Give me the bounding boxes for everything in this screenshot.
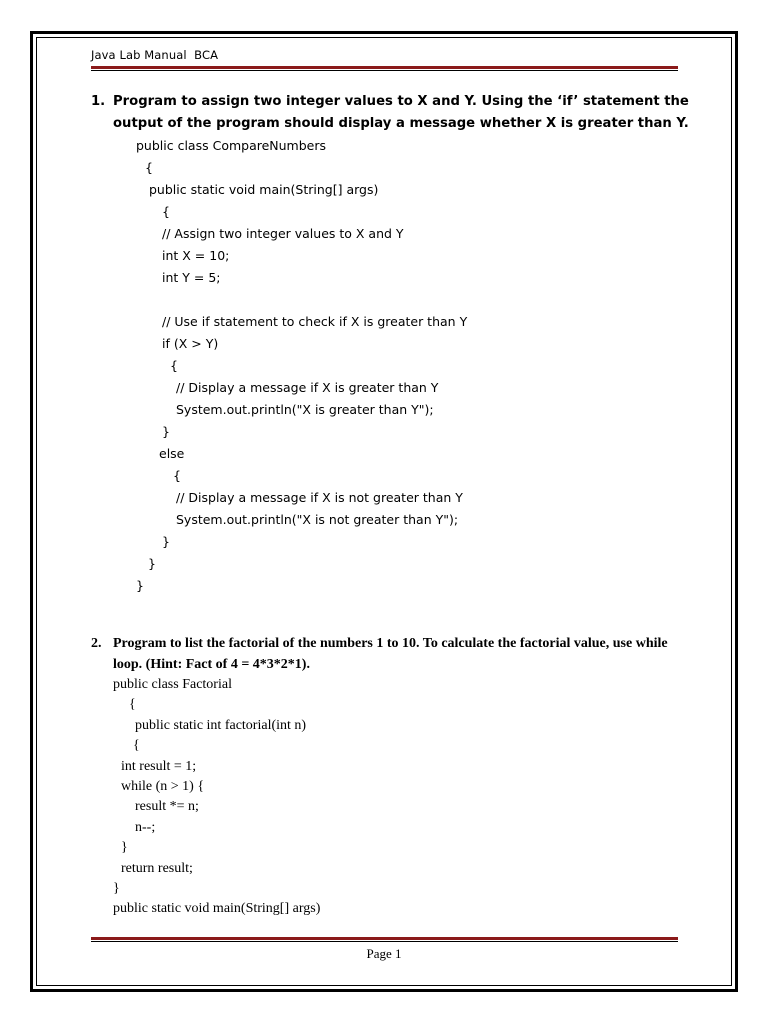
code-line: // Use if statement to check if X is greater than Y	[162, 314, 468, 329]
code-line: else	[159, 446, 185, 461]
code-line: public static void main(String[] args)	[113, 901, 321, 917]
code-line: return result;	[121, 860, 193, 876]
question-1-number: 1.	[91, 94, 106, 109]
code-line: {	[145, 160, 153, 175]
question-2	[91, 633, 691, 675]
code-line: {	[129, 697, 136, 713]
code-line: n--;	[135, 819, 156, 835]
code-line: System.out.println("X is greater than Y");	[176, 402, 434, 417]
code-line: // Display a message if X is not greater than Y	[176, 490, 463, 505]
code-line: }	[162, 424, 170, 439]
question-1	[91, 91, 691, 135]
question-2-text: Program to list the factorial of the numbers 1 to 10. To calculate the factorial value, use while loop. (Hint: Fact of 4 = 4*3*2*1).	[113, 636, 668, 672]
code-line	[136, 289, 467, 311]
code-line: {	[162, 204, 170, 219]
question-2-number: 2.	[91, 636, 102, 651]
code-line: public static int factorial(int n)	[135, 717, 307, 733]
page-number: Page 1	[366, 946, 402, 961]
code-line: }	[136, 578, 144, 593]
code-line: int Y = 5;	[162, 270, 221, 285]
code-line: int result = 1;	[121, 758, 197, 774]
code-line: }	[121, 840, 128, 856]
footer-rule	[91, 937, 678, 942]
code-line: System.out.println("X is not greater than Y");	[176, 512, 459, 527]
code-line: {	[173, 468, 181, 483]
code-line: }	[113, 880, 120, 896]
code-block-1	[136, 135, 467, 597]
header-title: Java Lab Manual BCA	[91, 48, 219, 62]
code-line: }	[148, 556, 156, 571]
code-line: result *= n;	[135, 799, 199, 815]
code-line: public class CompareNumbers	[136, 138, 327, 153]
code-line: }	[162, 534, 170, 549]
code-line: int X = 10;	[162, 248, 230, 263]
code-line: public class Factorial	[113, 677, 232, 692]
code-line: {	[133, 738, 140, 754]
code-line: while (n > 1) {	[121, 778, 205, 794]
code-line: // Display a message if X is greater than Y	[176, 380, 439, 395]
code-line: {	[170, 358, 178, 373]
code-line: public static void main(String[] args)	[149, 182, 379, 197]
code-block-2	[113, 675, 320, 920]
code-line: if (X > Y)	[162, 336, 219, 351]
code-line: // Assign two integer values to X and Y	[162, 226, 404, 241]
question-1-text: Program to assign two integer values to X and Y. Using the ‘if’ statement the output of the program should display a message whether X is greater than Y.	[113, 94, 689, 131]
header-rule	[91, 66, 678, 71]
